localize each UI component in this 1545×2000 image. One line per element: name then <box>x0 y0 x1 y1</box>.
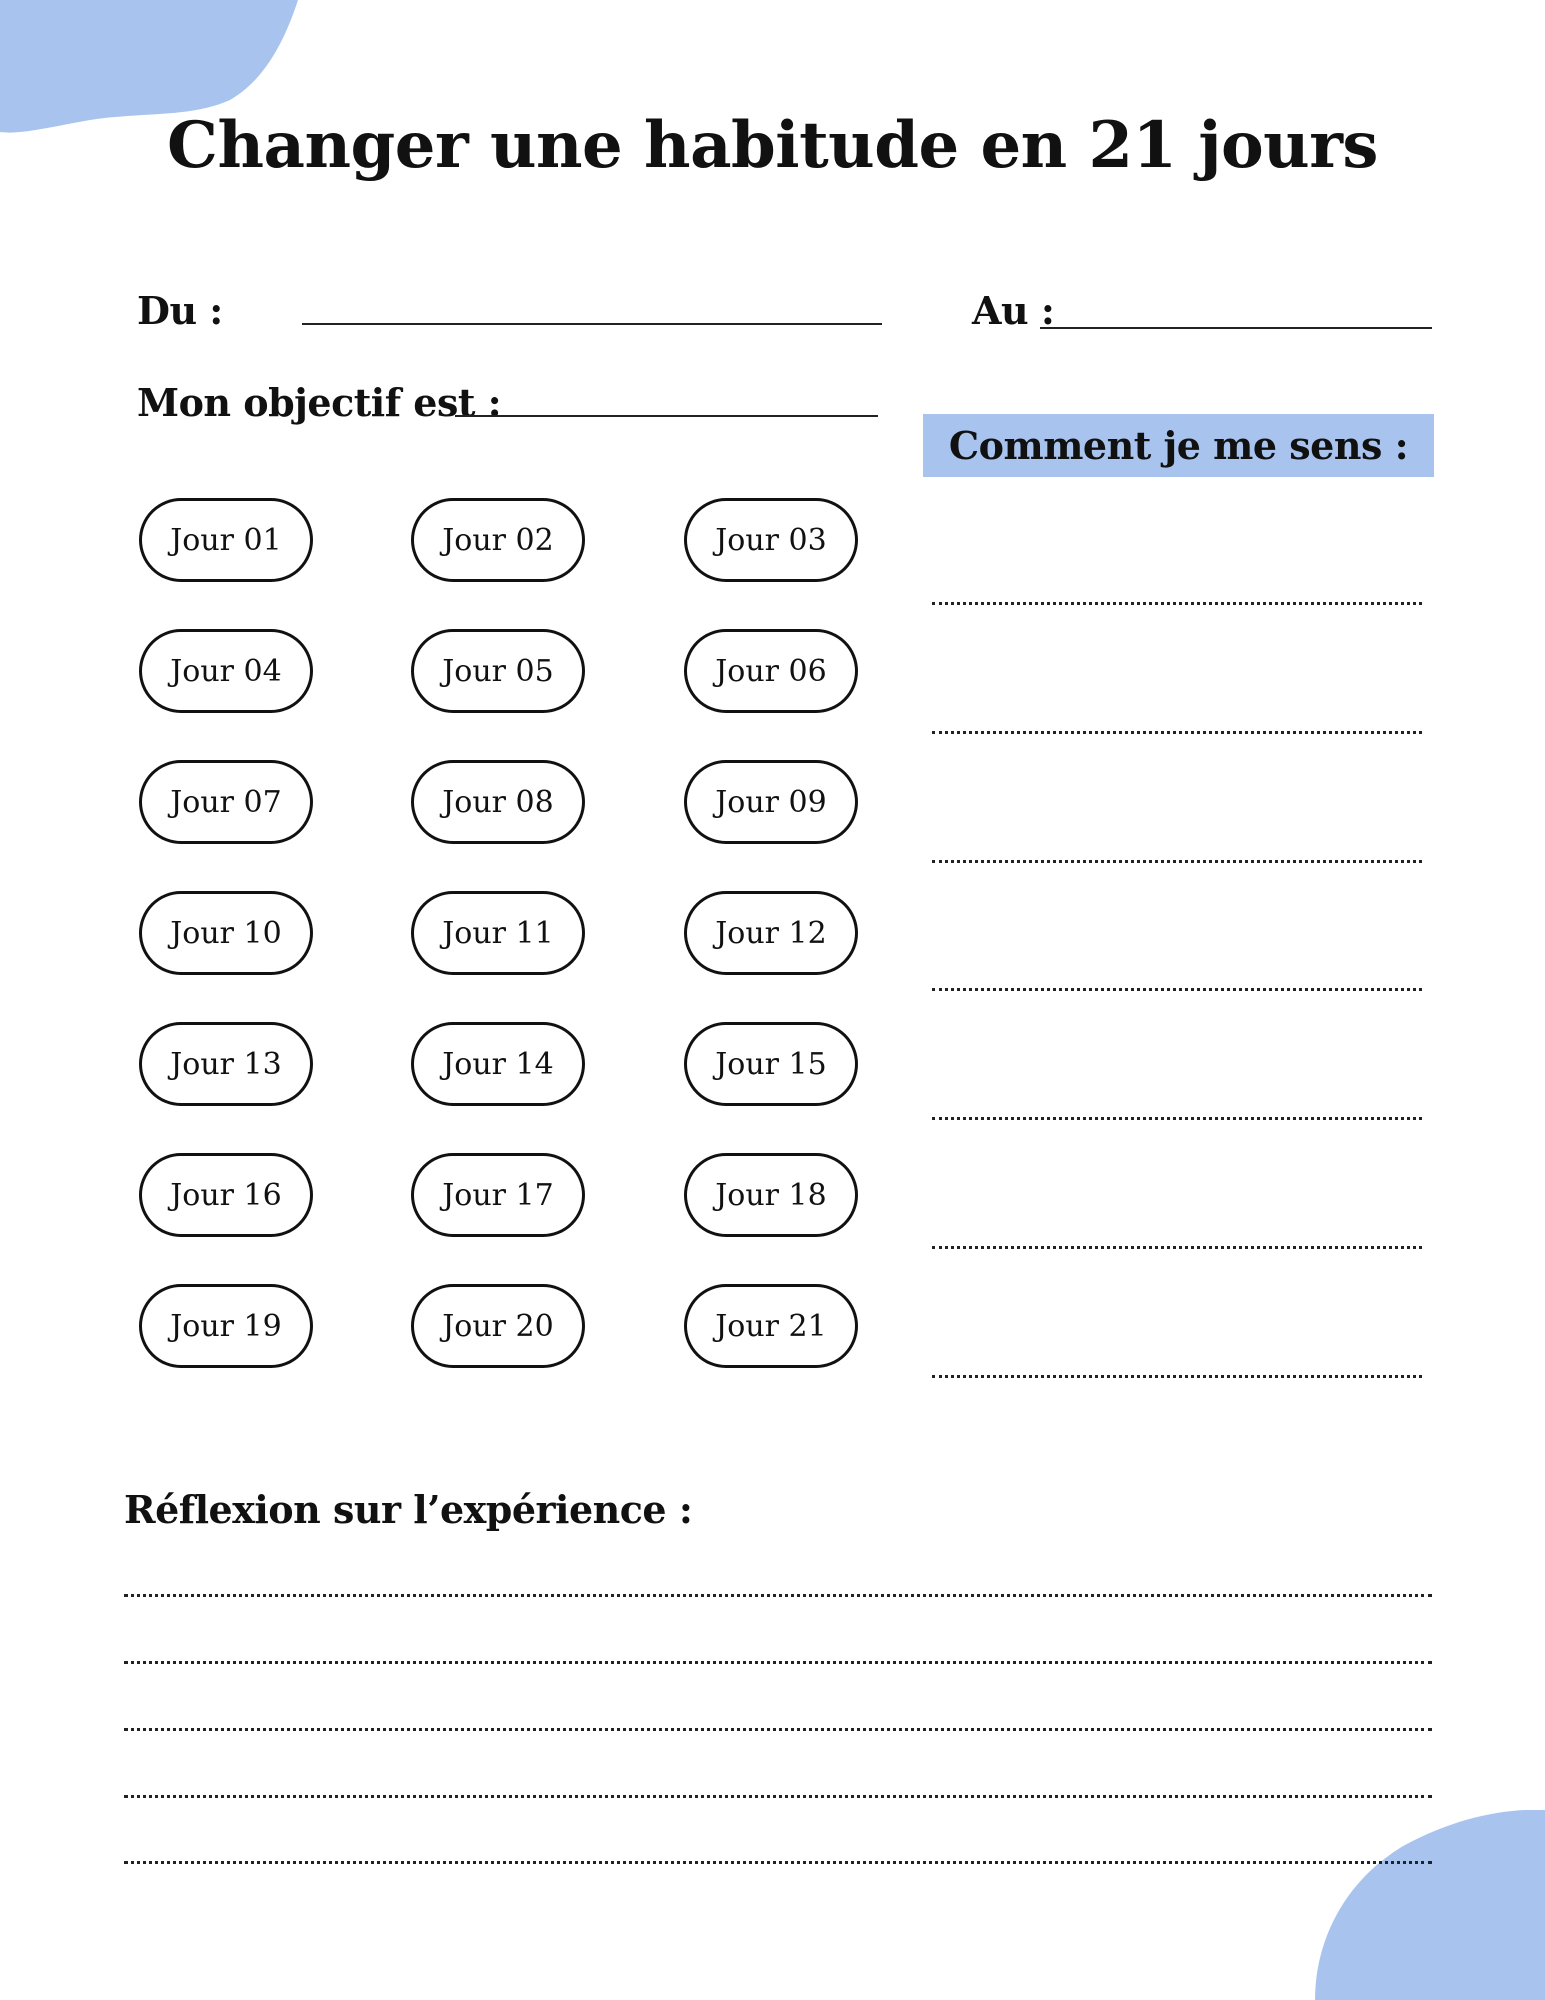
day-pill-08[interactable]: Jour 08 <box>411 760 585 844</box>
feeling-line-1[interactable] <box>932 602 1422 605</box>
day-pill-20[interactable]: Jour 20 <box>411 1284 585 1368</box>
page-title: Changer une habitude en 21 jours <box>167 108 1378 183</box>
feeling-line-4[interactable] <box>932 988 1422 991</box>
day-pill-18[interactable]: Jour 18 <box>684 1153 858 1237</box>
day-pill-09[interactable]: Jour 09 <box>684 760 858 844</box>
day-pill-06[interactable]: Jour 06 <box>684 629 858 713</box>
feeling-line-5[interactable] <box>932 1117 1422 1120</box>
day-pill-05[interactable]: Jour 05 <box>411 629 585 713</box>
day-pill-21[interactable]: Jour 21 <box>684 1284 858 1368</box>
to-label: Au : <box>972 288 1055 333</box>
reflection-heading: Réflexion sur l’expérience : <box>124 1487 693 1532</box>
day-pill-02[interactable]: Jour 02 <box>411 498 585 582</box>
from-label: Du : <box>137 288 223 333</box>
day-pill-04[interactable]: Jour 04 <box>139 629 313 713</box>
day-pill-14[interactable]: Jour 14 <box>411 1022 585 1106</box>
day-pill-10[interactable]: Jour 10 <box>139 891 313 975</box>
feeling-line-6[interactable] <box>932 1246 1422 1249</box>
goal-line[interactable] <box>455 415 878 417</box>
reflection-line-2[interactable] <box>124 1661 1432 1664</box>
reflection-line-4[interactable] <box>124 1795 1432 1798</box>
from-date-line[interactable] <box>302 323 882 325</box>
reflection-line-5[interactable] <box>124 1861 1432 1864</box>
reflection-line-3[interactable] <box>124 1728 1432 1731</box>
feelings-header: Comment je me sens : <box>923 414 1434 477</box>
feeling-line-2[interactable] <box>932 731 1422 734</box>
goal-label: Mon objectif est : <box>137 380 502 425</box>
day-pill-01[interactable]: Jour 01 <box>139 498 313 582</box>
day-pill-07[interactable]: Jour 07 <box>139 760 313 844</box>
feeling-line-3[interactable] <box>932 860 1422 863</box>
feeling-line-7[interactable] <box>932 1375 1422 1378</box>
to-date-line[interactable] <box>1040 327 1432 329</box>
day-pill-12[interactable]: Jour 12 <box>684 891 858 975</box>
day-pill-03[interactable]: Jour 03 <box>684 498 858 582</box>
day-pill-17[interactable]: Jour 17 <box>411 1153 585 1237</box>
reflection-line-1[interactable] <box>124 1594 1432 1597</box>
day-pill-11[interactable]: Jour 11 <box>411 891 585 975</box>
day-pill-13[interactable]: Jour 13 <box>139 1022 313 1106</box>
decorative-blob-bottom-right <box>1315 1810 1545 2000</box>
day-pill-19[interactable]: Jour 19 <box>139 1284 313 1368</box>
day-pill-16[interactable]: Jour 16 <box>139 1153 313 1237</box>
day-pill-15[interactable]: Jour 15 <box>684 1022 858 1106</box>
